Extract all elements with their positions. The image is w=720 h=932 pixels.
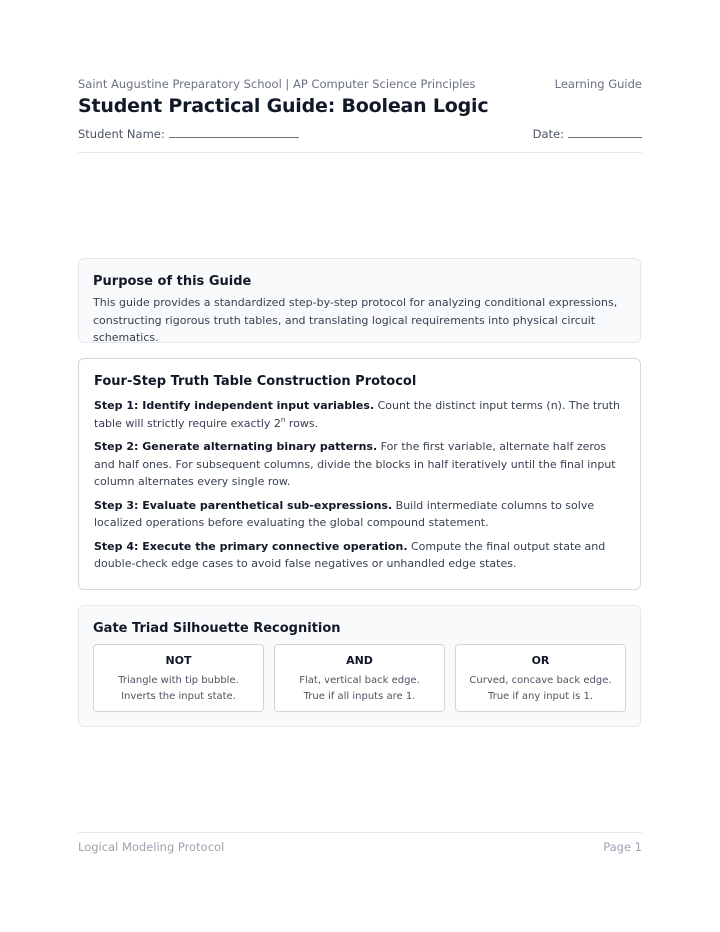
step-text: Compute the final output state and double-check edge cases to avoid false negatives or unhandled edge states. <box>94 539 606 570</box>
doc-type: Learning Guide <box>554 77 642 91</box>
step-label: Step 1: Identify independent input variables. <box>94 399 375 412</box>
protocol-step-3 <box>94 497 626 532</box>
student-fields <box>78 126 642 141</box>
step-text-end: rows. <box>285 416 319 430</box>
purpose-card <box>78 258 641 343</box>
gates-heading: Gate Triad Silhouette Recognition <box>93 621 341 636</box>
step-label: Step 3: Evaluate parenthetical sub-expressions. <box>94 498 393 512</box>
gate-card-and <box>274 644 445 712</box>
date-label: Date: <box>532 127 564 141</box>
gate-name: AND <box>346 654 373 667</box>
page-title: Student Practical Guide: Boolean Logic <box>78 95 489 117</box>
date-blank[interactable] <box>568 126 642 138</box>
gate-row <box>93 644 626 712</box>
step-text: Build intermediate columns to solve localized operations before evaluating the global compound statement. <box>94 498 595 529</box>
page-number: Page 1 <box>603 840 642 854</box>
gate-description-line-2: Inverts the input state. <box>121 691 236 702</box>
purpose-body: This guide provides a standardized step-by-step protocol for analyzing conditional expressions, constructing rigorous truth tables, and translating logical requirements into physical circuit schematics. <box>93 296 618 344</box>
protocol-step-1 <box>94 397 626 432</box>
footer-title: Logical Modeling Protocol <box>78 840 225 854</box>
gate-description-line-1: Flat, vertical back edge. <box>299 675 420 686</box>
school-line: Saint Augustine Preparatory School | AP Computer Science Principles <box>78 77 476 91</box>
gates-card <box>78 605 641 727</box>
step-text: For the first variable, alternate half zeros and half ones. For subsequent columns, divide the blocks in half iteratively until the final input column alternates every single row. <box>94 440 616 488</box>
student-name-label: Student Name: <box>78 127 165 141</box>
gate-name: NOT <box>165 654 192 667</box>
header-divider <box>78 152 642 153</box>
protocol-card <box>78 358 641 590</box>
purpose-heading: Purpose of this Guide <box>93 274 252 289</box>
step-label: Step 4: Execute the primary connective operation. <box>94 539 408 553</box>
gate-description-line-1: Triangle with tip bubble. <box>118 675 239 686</box>
gate-name: OR <box>531 654 550 667</box>
student-name-blank[interactable] <box>169 126 299 138</box>
student-name-field <box>78 126 299 141</box>
protocol-step-4 <box>94 538 626 573</box>
step-text: Count the distinct input terms (n). The truth table will strictly require exactly 2 <box>94 399 621 430</box>
header-top <box>78 77 642 91</box>
footer <box>78 840 642 854</box>
footer-divider <box>78 832 642 833</box>
gate-card-not <box>93 644 264 712</box>
step-superscript: n <box>280 415 286 424</box>
gate-description-line-1: Curved, concave back edge. <box>469 675 612 686</box>
gate-card-or <box>455 644 626 712</box>
step-label: Step 2: Generate alternating binary patterns. <box>94 440 378 453</box>
protocol-heading: Four-Step Truth Table Construction Protocol <box>94 374 417 389</box>
date-field <box>533 126 642 141</box>
protocol-step-2 <box>94 438 626 491</box>
gate-description-line-2: True if any input is 1. <box>487 691 594 702</box>
gate-description-line-2: True if all inputs are 1. <box>303 691 416 702</box>
